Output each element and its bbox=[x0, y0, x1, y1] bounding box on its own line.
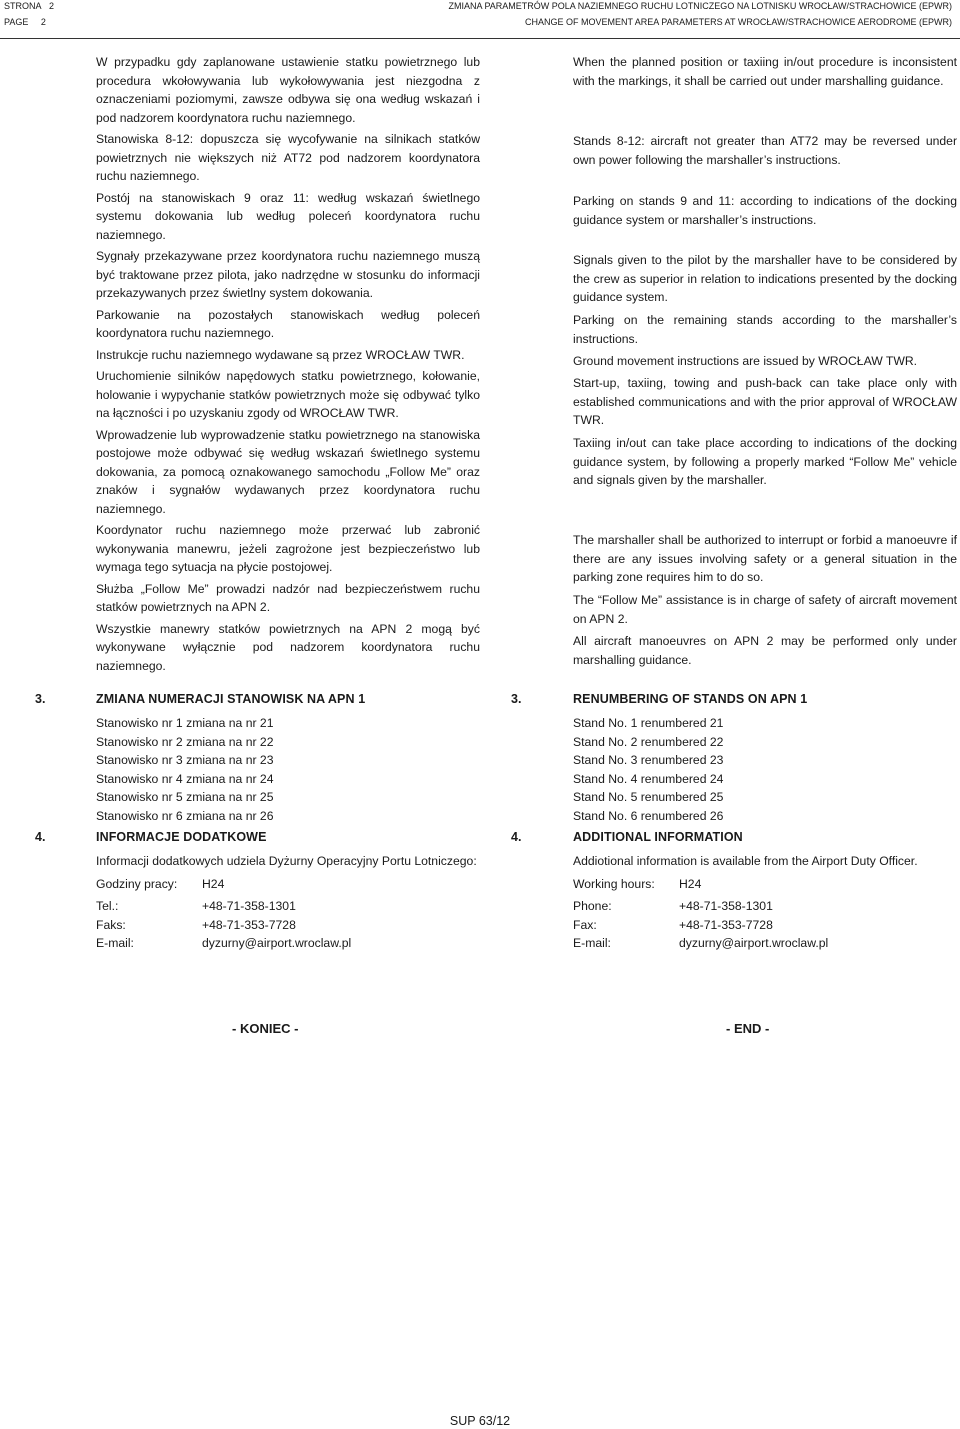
email-value[interactable]: dyzurny@airport.wroclaw.pl bbox=[679, 936, 829, 950]
stand-list-item: Stand No. 4 renumbered 24 bbox=[573, 771, 724, 786]
end-mark-pl: - KONIEC - bbox=[232, 1021, 299, 1036]
stand-list-item: Stanowisko nr 5 zmiana na nr 25 bbox=[96, 790, 274, 804]
working-hours-value: H24 bbox=[202, 877, 225, 891]
left-paragraph: Sygnały przekazywane przez koordynatora ruchu naziemnego muszą być traktowane przez pilota, jako nadrzędne w stosunku do informacji przekazywanych przez świetlny system dokowania. bbox=[96, 249, 480, 300]
header-rule bbox=[0, 38, 960, 39]
fax-label: Fax: bbox=[573, 917, 597, 932]
phone-value: +48-71-358-1301 bbox=[679, 899, 773, 913]
header-title-pl: ZMIANA PARAMETRÓW POLA NAZIEMNEGO RUCHU LOTNICZEGO NA LOTNISKU WROCŁAW/STRACHOWICE (EPWR) bbox=[448, 1, 952, 11]
stand-list-item: Stand No. 2 renumbered 22 bbox=[573, 734, 724, 749]
contact-details-en bbox=[573, 897, 828, 953]
stand-list-item: Stand No. 5 renumbered 25 bbox=[573, 790, 724, 804]
working-hours-label: Working hours: bbox=[573, 877, 655, 891]
contact-intro-pl: Informacji dodatkowych udziela Dyżurny Operacyjny Portu Lotniczego: bbox=[96, 854, 477, 868]
stand-list-item: Stanowisko nr 2 zmiana na nr 22 bbox=[96, 734, 274, 749]
section-3-title-pl: ZMIANA NUMERACJI STANOWISK NA APN 1 bbox=[96, 692, 366, 706]
page-label-en-text: PAGE bbox=[4, 17, 29, 27]
right-paragraph: Parking on stands 9 and 11: according to indications of the docking guidance system or marshaller’s instructions. bbox=[573, 194, 957, 227]
stand-list-item: Stanowisko nr 4 zmiana na nr 24 bbox=[96, 771, 274, 786]
left-paragraph: Wszystkie manewry statków powietrznych na APN 2 mogą być wykonywane wyłącznie pod nadzorem koordynatora ruchu naziemnego. bbox=[96, 621, 480, 673]
left-paragraph: Instrukcje ruchu naziemnego wydawane są przez WROCŁAW TWR. bbox=[96, 347, 465, 362]
page-label-pl-text: STRONA bbox=[4, 1, 42, 11]
left-paragraph: Wprowadzenie lub wyprowadzenie statku powietrznego na stanowiska postojowe może odbywać się według wskazań świetlnego systemu dokowania, za pomocą oznakowanego samochodu „Follow Me” oraz znaków i sygnałów wydawanych przez koordynatora ruchu naziemnego. bbox=[96, 427, 480, 516]
stand-list-item: Stanowisko nr 6 zmiana na nr 26 bbox=[96, 808, 274, 823]
email-value[interactable]: dyzurny@airport.wroclaw.pl bbox=[202, 936, 352, 950]
contact-intro-en: Addiotional information is available from the Airport Duty Officer. bbox=[573, 854, 918, 868]
section-3-number-en: 3. bbox=[511, 692, 522, 706]
section-3-title-en: RENUMBERING OF STANDS ON APN 1 bbox=[573, 692, 808, 706]
phone-label: Phone: bbox=[573, 899, 612, 913]
left-paragraph: Służba „Follow Me” prowadzi nadzór nad bezpieczeństwem ruchu statków powietrznych na APN 2. bbox=[96, 581, 480, 614]
right-paragraph: When the planned position or taxiing in/out procedure is inconsistent with the markings, it shall be carried out under marshalling guidance. bbox=[573, 55, 957, 88]
left-paragraph: Koordynator ruchu naziemnego może przerwać lub zabronić wykonywania manewru, jeżeli zagrożone jest bezpieczeństwo lub wymaga tego sytuacja na płycie postojowej. bbox=[96, 523, 480, 574]
right-paragraph: Ground movement instructions are issued by WROCŁAW TWR. bbox=[573, 354, 918, 368]
right-paragraph: The “Follow Me” assistance is in charge of safety of aircraft movement on APN 2. bbox=[573, 593, 957, 626]
header-title-en: CHANGE OF MOVEMENT AREA PARAMETERS AT WROCŁAW/STRACHOWICE AERODROME (EPWR) bbox=[524, 17, 952, 27]
left-paragraph: W przypadku gdy zaplanowane ustawienie statku powietrznego lub procedura wkołowywania lub wykołowywania jest niezgodna z oznaczeniami poziomymi, zawsze odbywa się ona według wskazań i pod nadzorem koordynatora ruchu naziemnego. bbox=[96, 55, 480, 125]
phone-label: Tel.: bbox=[96, 899, 119, 913]
left-paragraph: Parkowanie na pozostałych stanowiskach według poleceń koordynatora ruchu naziemnego. bbox=[96, 307, 480, 340]
section-4-number-pl: 4. bbox=[35, 830, 46, 844]
right-paragraph: Taxiing in/out can take place according to indications of the docking guidance system, by following a properly marked “Follow Me” vehicle and signals given by the marshaller. bbox=[573, 436, 957, 487]
stand-list-item: Stanowisko nr 3 zmiana na nr 23 bbox=[96, 753, 274, 767]
left-paragraph: Stanowiska 8-12: dopuszcza się wycofywanie na silnikach statków powietrznych nie większych niż AT72 pod nadzorem koordynatora ruchu naziemnego. bbox=[96, 132, 480, 183]
fax-value: +48-71-353-7728 bbox=[202, 917, 296, 932]
stand-list-pl bbox=[96, 714, 274, 825]
right-paragraph: Start-up, taxiing, towing and push-back can take place only with established communications and with the prior approval of WROCŁAW TWR. bbox=[573, 376, 957, 427]
section-4-title-pl: INFORMACJE DODATKOWE bbox=[96, 830, 267, 844]
email-label: E-mail: bbox=[573, 936, 611, 950]
page-number-pl: 2 bbox=[49, 1, 55, 11]
working-hours-en bbox=[573, 875, 701, 894]
fax-value: +48-71-353-7728 bbox=[679, 917, 773, 932]
right-paragraph: All aircraft manoeuvres on APN 2 may be performed only under marshalling guidance. bbox=[573, 634, 957, 667]
right-paragraph: Signals given to the pilot by the marshaller have to be considered by the crew as superior in relation to indications presented by the docking guidance system. bbox=[573, 253, 957, 304]
section-4-number-en: 4. bbox=[511, 830, 522, 844]
stand-list-en bbox=[573, 714, 723, 825]
page-label-pl bbox=[4, 0, 54, 13]
fax-label: Faks: bbox=[96, 917, 126, 932]
section-3-number-pl: 3. bbox=[35, 692, 46, 706]
sup-reference: SUP 63/12 bbox=[449, 1414, 511, 1428]
left-body bbox=[96, 53, 480, 678]
right-paragraph: The marshaller shall be authorized to interrupt or forbid a manoeuvre if there are any issues involving safety or a general situation in the parking zone requires him to do so. bbox=[573, 533, 957, 584]
right-paragraph: Parking on the remaining stands according to the marshaller’s instructions. bbox=[573, 313, 957, 346]
stand-list-item: Stanowisko nr 1 zmiana na nr 21 bbox=[96, 716, 274, 730]
stand-list-item: Stand No. 1 renumbered 21 bbox=[573, 716, 724, 730]
left-paragraph: Uruchomienie silników napędowych statku powietrznego, kołowanie, holowanie i wypychanie statków powietrznych może się odbywać tylko na łączności i po uzyskaniu zgody od WROCŁAW TWR. bbox=[96, 369, 480, 420]
working-hours-label: Godziny pracy: bbox=[96, 877, 178, 891]
section-4-title-en: ADDITIONAL INFORMATION bbox=[573, 830, 743, 844]
left-paragraph: Postój na stanowiskach 9 oraz 11: według wskazań świetlnego systemu dokowania lub według poleceń koordynatora ruchu naziemnego. bbox=[96, 190, 480, 242]
working-hours-value: H24 bbox=[679, 877, 702, 891]
page-number-en: 2 bbox=[40, 17, 46, 27]
email-label: E-mail: bbox=[96, 936, 134, 950]
contact-details-pl bbox=[96, 897, 351, 953]
right-paragraph: Stands 8-12: aircraft not greater than AT72 may be reversed under own power following the marshaller’s instructions. bbox=[573, 134, 957, 167]
stand-list-item: Stand No. 3 renumbered 23 bbox=[573, 753, 724, 767]
end-mark-en: - END - bbox=[726, 1021, 770, 1036]
working-hours-pl bbox=[96, 875, 224, 894]
page-label-en bbox=[4, 16, 46, 29]
stand-list-item: Stand No. 6 renumbered 26 bbox=[573, 808, 724, 823]
phone-value: +48-71-358-1301 bbox=[202, 899, 296, 913]
